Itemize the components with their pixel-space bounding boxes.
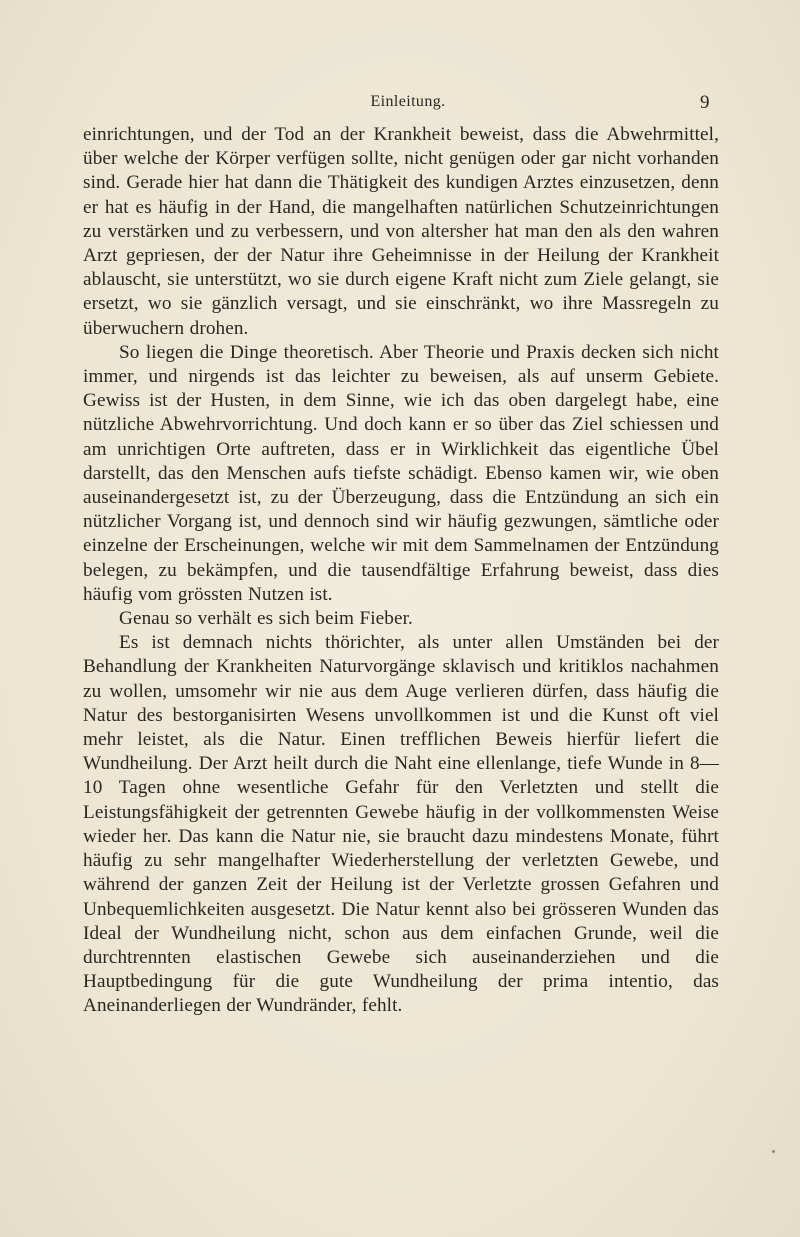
running-header: [0, 93, 800, 117]
paragraph-1: einrichtungen, und der Tod an der Krankheit beweist, dass die Abwehrmittel, über welche der Körper verfügen sollte, nicht genügen oder gar nicht vorhanden sind. Gerade hier hat dann die Thätigkeit des kundigen Arztes einzusetzen, denn er hat es häufig in der Hand, die mangelhaften natürlichen Schutzeinrichtungen zu verstärken und zu verbessern, und von altersher hat man den als den wahren Arzt gepriesen, der der Natur ihre Geheimnisse in der Heilung der Krankheit ablauscht, sie unterstützt, wo sie durch eigene Kraft nicht zum Ziele gelangt, sie ersetzt, wo sie gänzlich versagt, und sie einschränkt, wo ihre Massregeln zu überwuchern drohen.: [83, 124, 719, 339]
running-title: Einleitung.: [370, 93, 446, 110]
body-text: [83, 123, 719, 1019]
paragraph-4: Es ist demnach nichts thörichter, als unter allen Umständen bei der Behandlung der Krankheiten Naturvorgänge sklavisch und kritiklos nachahmen zu wollen, umsomehr wir nie aus dem Auge verlieren dürfen, dass häufig die Natur des bestorganisirten Wesens unvollkommen ist und die Kunst oft viel mehr leistet, als die Natur. Einen trefflichen Beweis hierfür liefert die Wundheilung. Der Arzt heilt durch die Naht eine ellenlange, tiefe Wunde in 8—10 Tagen ohne wesentliche Gefahr für den Verletzten und stellt die Leistungsfähigkeit der getrennten Gewebe häufig in der vollkommensten Weise wieder her. Das kann die Natur nie, sie braucht dazu mindestens Monate, führt häufig zu sehr mangelhafter Wiederherstellung der verletzten Gewebe, und während der ganzen Zeit der Heilung ist der Verletzte grossen Gefahren und Unbequemlichkeiten ausgesetzt. Die Natur kennt also bei grösseren Wunden das Ideal der Wundheilung nicht, schon aus dem einfachen Grunde, weil die durchtrennten elastischen Gewebe sich auseinanderziehen und die Hauptbedingung für die gute Wundheilung der prima intentio, das Aneinanderliegen der Wundränder, fehlt.: [83, 632, 719, 1017]
page-number: 9: [700, 92, 710, 113]
paper-speck: [772, 1150, 775, 1153]
paragraph-2: So liegen die Dinge theoretisch. Aber Theorie und Praxis decken sich nicht immer, und nirgends ist das leichter zu beweisen, als auf unserm Gebiete. Gewiss ist der Husten, in dem Sinne, wie ich das oben dargelegt habe, eine nützliche Abwehrvorrichtung. Und doch kann er so über das Ziel schiessen und am unrichtigen Orte auftreten, dass er in Wirklichkeit das eigentliche Übel darstellt, das den Menschen aufs tiefste schädigt. Ebenso kamen wir, wie oben auseinandergesetzt ist, zu der Überzeugung, dass die Entzündung an sich ein nützlicher Vorgang ist, und dennoch sind wir häufig gezwungen, sämtliche oder einzelne der Erscheinungen, welche wir mit dem Sammelnamen der Entzündung belegen, zu bekämpfen, und die tausendfältige Erfahrung beweist, dass dies häufig vom grössten Nutzen ist.: [83, 341, 719, 605]
paragraph-3: Genau so verhält es sich beim Fieber.: [119, 608, 413, 630]
